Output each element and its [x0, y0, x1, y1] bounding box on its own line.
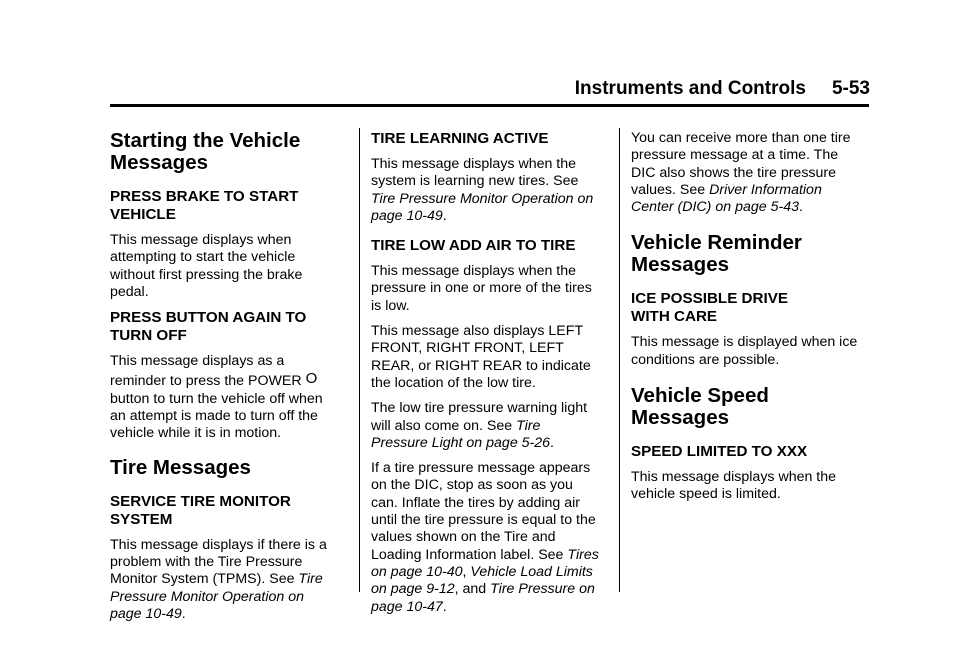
page-header	[110, 78, 870, 100]
column-1	[110, 130, 346, 631]
link-tpms-2[interactable]: Pressure Monitor Operation on	[110, 588, 304, 605]
column-divider-1	[359, 128, 360, 592]
link-tire-light-2[interactable]: Pressure Light on page 5-26	[371, 434, 551, 451]
subheading-tire-learning: TIRE LEARNING ACTIVE	[371, 130, 549, 147]
power-icon: O	[305, 370, 318, 388]
subheading-press-button: PRESS BUTTON AGAIN TO TURN OFF	[110, 309, 307, 345]
link-tire-pressure-1[interactable]: Tire Pressure on	[490, 581, 595, 598]
heading-vehicle-speed: Vehicle Speed Messages	[631, 384, 769, 430]
subheading-speed-limited: SPEED LIMITED TO XXX	[631, 443, 808, 461]
paragraph-press-brake: This message displays when attempting to start the vehicle without first pressing the brake pedal.	[110, 232, 303, 300]
column-divider-2	[619, 128, 620, 592]
heading-starting-vehicle: Starting the Vehicle Messages	[110, 129, 301, 174]
paragraph-tire-low-3: The low tire pressure warning light will also come on. See Tire Pressure Light on page 5-26.	[371, 400, 588, 451]
paragraph-tire-low-4: If a tire pressure message appears on the DIC, stop as soon as you can. Inflate the tires by adding air until the tire pressure is equal to the values shown on the Tire and Loading Information label. See Tires on page 10-40, Vehicle Load Limits on page 9-12, and Tire Pressure on page 10-47.	[371, 460, 599, 615]
subheading-press-brake: PRESS BRAKE TO START VEHICLE	[110, 188, 299, 223]
link-tpms-3[interactable]: page 10-49	[110, 605, 182, 622]
section-title: Instruments and Controls	[574, 78, 806, 99]
link-tpms-1[interactable]: Tire	[298, 571, 323, 588]
paragraph-tire-low-2: This message also displays LEFT FRONT, RIGHT FRONT, LEFT REAR, or RIGHT REAR to indicate the location of the low tire.	[371, 323, 591, 391]
page-number: 5-53	[831, 78, 870, 99]
paragraph-service-tire: This message displays if there is a problem with the Tire Pressure Monitor System (TPMS). See Tire Pressure Monitor Operation on page 10-49.	[110, 536, 327, 622]
paragraph-tire-learning: This message displays when the system is learning new tires. See Tire Pressure Monitor Operation on page 10-49.	[371, 156, 594, 224]
paragraph-multiple-messages: You can receive more than one tire pressure message at a time. The DIC also shows the tire pressure values. See Driver Information Center (DIC) on page 5-43.	[631, 130, 851, 216]
paragraph-speed-limited: This message displays when the vehicle speed is limited.	[631, 469, 837, 503]
link-tire-light-1[interactable]: Tire	[516, 417, 541, 434]
subheading-service-tire: SERVICE TIRE MONITOR SYSTEM	[110, 492, 291, 528]
paragraph-tire-low-1: This message displays when the pressure in one or more of the tires is low.	[371, 263, 592, 314]
link-tires-2[interactable]: on page 10-40	[371, 563, 463, 580]
link-tire-pressure-2[interactable]: page 10-47	[371, 598, 443, 615]
paragraph-ice: This message is displayed when ice conditions are possible.	[631, 334, 858, 368]
subheading-tire-low: TIRE LOW ADD AIR TO TIRE	[371, 237, 576, 255]
link-dic-2[interactable]: Center (DIC) on page 5-43	[631, 199, 799, 216]
link-dic-1[interactable]: Driver Information	[709, 181, 822, 198]
header-rule	[110, 104, 869, 107]
column-3	[631, 130, 867, 512]
link-load-limits-1[interactable]: Vehicle Load Limits	[470, 563, 593, 580]
link-tpms-learning-1[interactable]: Tire Pressure Monitor Operation on	[371, 190, 594, 207]
link-load-limits-2[interactable]: on page 9-12	[371, 581, 455, 598]
paragraph-press-button: This message displays as a reminder to press the POWER O button to turn the vehicle off when an attempt is made to turn off the vehicle while it is in motion.	[110, 353, 323, 442]
heading-vehicle-reminder: Vehicle Reminder Messages	[631, 231, 802, 277]
link-tpms-learning-2[interactable]: page 10-49	[371, 207, 443, 224]
heading-tire-messages: Tire Messages	[110, 455, 251, 479]
column-2	[371, 130, 607, 624]
link-tires-1[interactable]: Tires	[567, 546, 599, 563]
subheading-ice: ICE POSSIBLE DRIVE WITH CARE	[631, 290, 788, 326]
